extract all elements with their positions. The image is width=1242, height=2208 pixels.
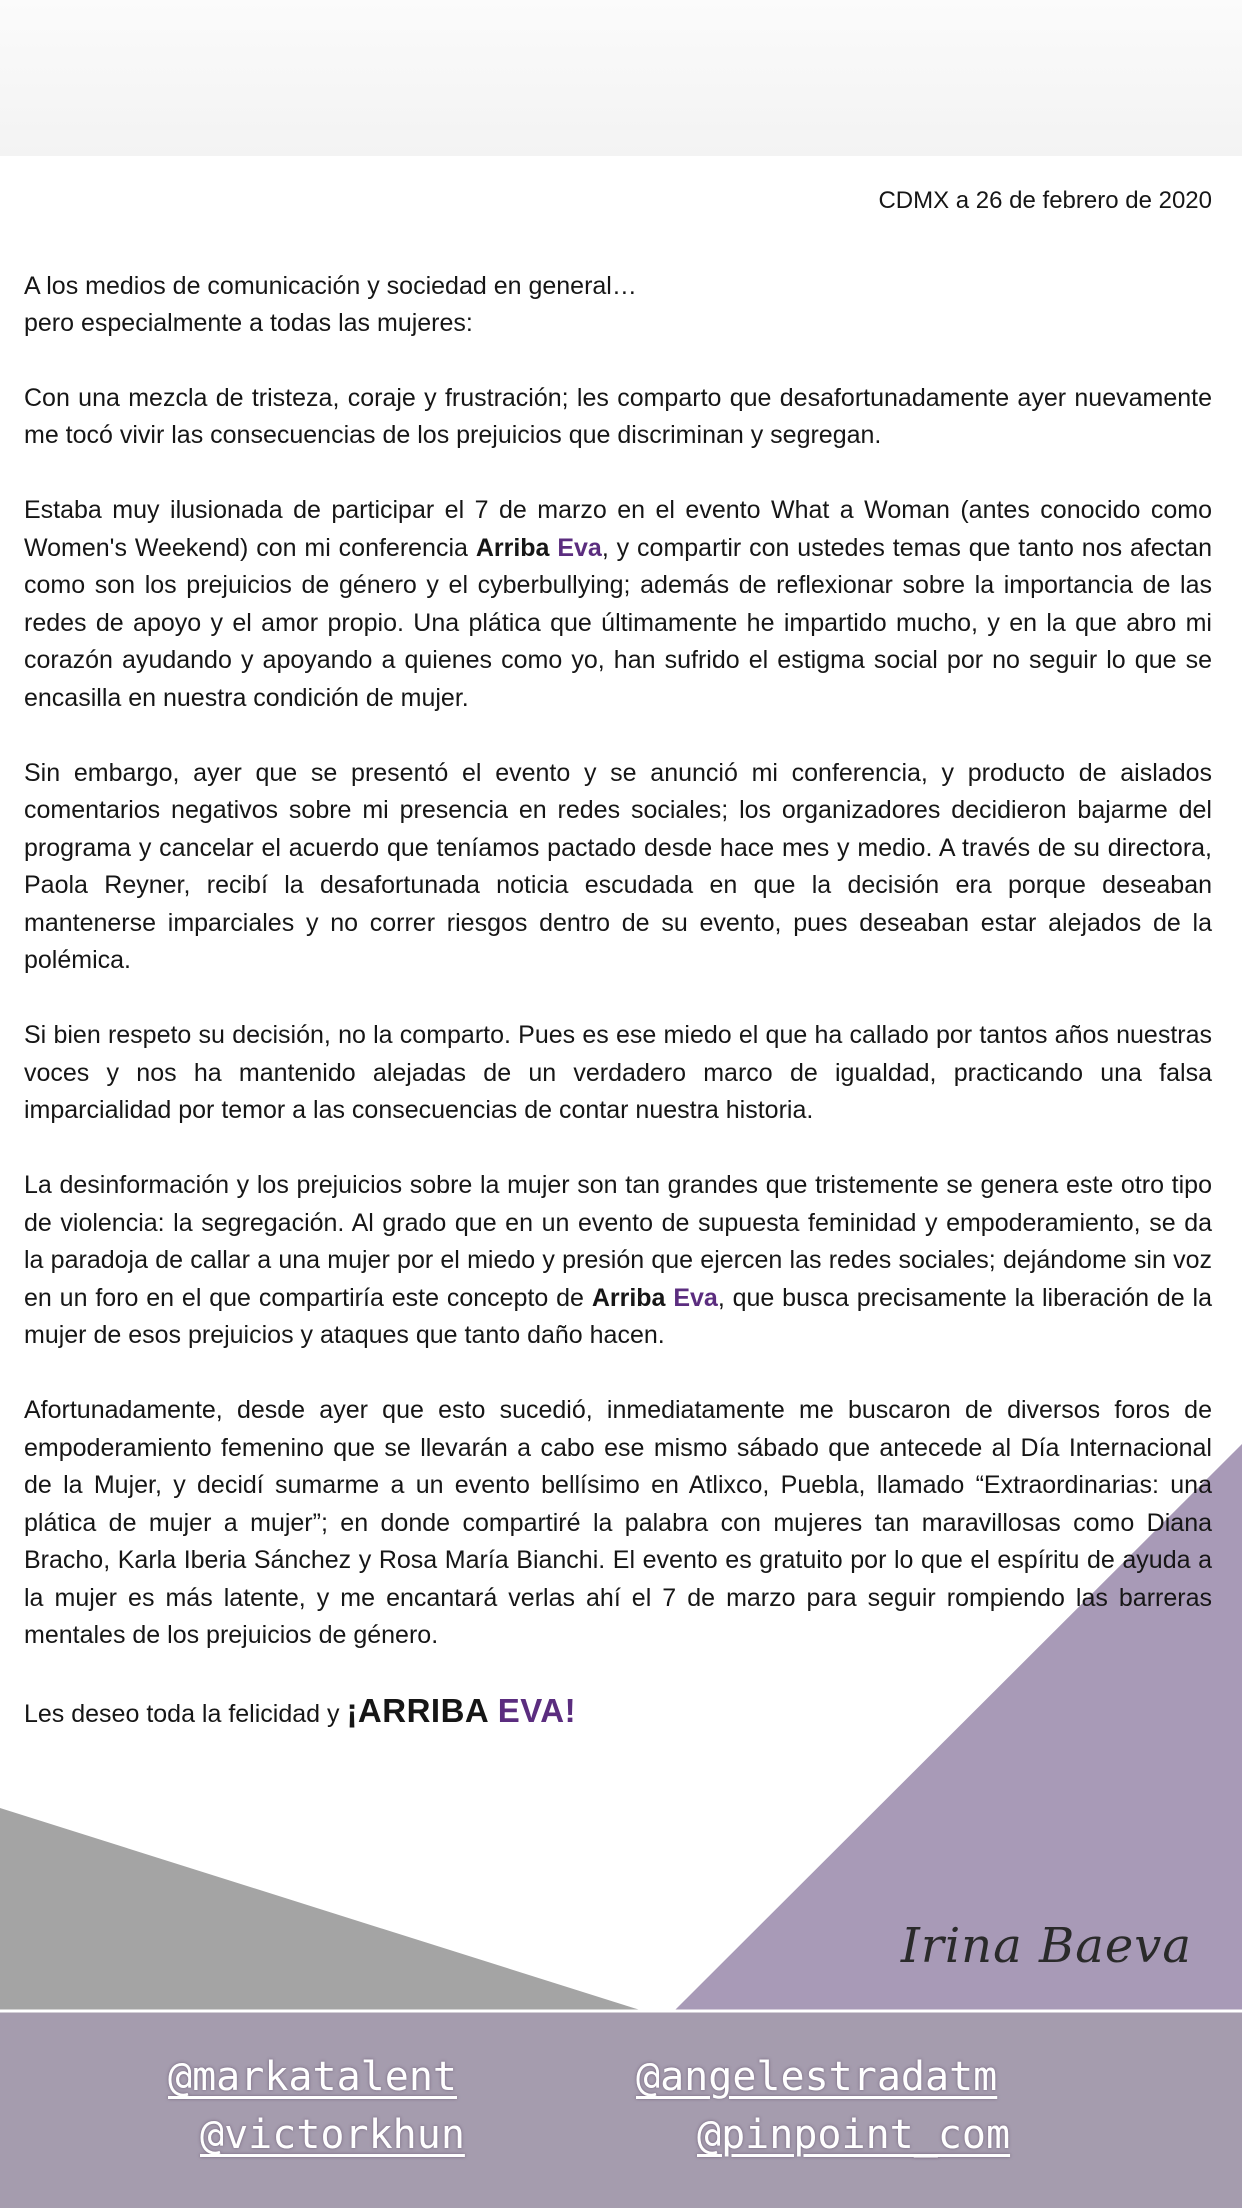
paragraph-6: Afortunadamente, desde ayer que esto sucedió, inmediatamente me buscaron de diversos foros de empoderamiento femenino que se llevarán a cabo ese mismo sábado que antecede al Día Internacional de la Mujer, y decidí sumarme a un evento bellísimo en Atlixco, Puebla, llamado “Extraordinarias: una plática de mujer a mujer”; en donde compartiré la palabra con mujeres tan maravillosas como Diana Bracho, Karla Iberia Sánchez y Rosa María Bianchi. El evento es gratuito por lo que el espíritu de ayuda a la mujer es más latente, y me encantará verlas ahí el 7 de marzo para seguir rompiendo las barreras mentales de los prejuicios de género. [24,1396,1212,1649]
letter-body [24,182,1212,1734]
arriba-word: Arriba [475,533,550,562]
paragraph-2-text-a: Estaba muy ilusionada de participar el 7 de marzo en el evento What a Woman (antes conocido como Women's Weekend) con mi conferencia [24,496,1212,562]
eva-word: Eva [673,1283,718,1312]
arriba-eva-cta [346,1692,576,1729]
mention-tag[interactable] [697,2112,1010,2158]
paragraph-5-text-a: La desinformación y los prejuicios sobre la mujer son tan grandes que tristemente se genera este otro tipo de violencia: la segregación. Al grado que en un evento de supuesta feminidad y empoderamiento, se da la paradoja de callar a una mujer por el miedo y presión que ejercen las redes sociales; dejándome sin voz en un foro en el que compartiría este concepto de [24,1171,1212,1312]
paragraph-2-text-b: , y compartir con ustedes temas que tanto nos afectan como son los prejuicios de género y el cyberbullying; además de reflexionar sobre la importancia de las redes de apoyo y el amor propio. Una plática que últimamente he impartido mucho, y en la que abro mi corazón ayudando y apoyando a quienes como yo, han sufrido el estigma social por no seguir lo que se encasilla en nuestra condición de mujer. [24,533,1212,712]
arriba-eva-1 [476,534,602,562]
mention-pinpoint-com[interactable]: @pinpoint_com [697,2112,1011,2158]
paragraph-5-text-b: , que busca precisamente la liberación de la mujer de esos prejuicios y ataques que tanto daño hacen. [24,1283,1212,1349]
eva-word: Eva [557,533,602,562]
arriba-word: Arriba [591,1283,666,1312]
mention-tag[interactable] [200,2112,465,2158]
signature: Irina Baeva [900,1918,1192,1974]
mention-angelestradatm[interactable]: @angelestradatm [636,2054,998,2100]
mention-markatalent[interactable]: @markatalent [168,2054,457,2100]
mention-victorkhun[interactable]: @victorkhun [200,2112,465,2158]
paragraph-5 [24,1167,1212,1355]
paragraph-3: Sin embargo, ayer que se presentó el evento y se anunció mi conferencia, y producto de aislados comentarios negativos sobre mi presencia en redes sociales; los organizadores decidieron bajarme del programa y cancelar el acuerdo que teníamos pactado desde hace mes y medio. A través de su directora, Paola Reyner, recibí la desafortunada noticia escudada en que la decisión era porque deseaban mantenerse imparciales y no correr riesgos dentro de su evento, pues deseaban estar alejados de la polémica. [24,758,1212,974]
mention-tag[interactable] [636,2054,997,2100]
cta-arriba: ¡ARRIBA [346,1692,489,1729]
paragraph-2 [24,492,1212,717]
paragraph-4: Si bien respeto su decisión, no la comparto. Pues es ese miedo el que ha callado por tantos años nuestras voces y nos ha mantenido alejadas de un verdadero marco de igualdad, practicando una falsa imparcialidad por temor a las consecuencias de contar nuestra historia. [24,1021,1212,1124]
mention-tags [0,2012,1242,2208]
gray-triangle [0,1808,640,2010]
greeting-line-1: A los medios de comunicación y sociedad en general… [24,271,637,300]
greeting [24,268,1212,343]
cta-eva: EVA! [497,1692,577,1729]
greeting-line-2: pero especialmente a todas las mujeres: [24,309,473,337]
closing-text: Les deseo toda la felicidad y [24,1700,347,1728]
arriba-eva-2 [592,1284,718,1312]
letter-date: CDMX a 26 de febrero de 2020 [878,187,1212,214]
paragraph-1: Con una mezcla de tristeza, coraje y frustración; les comparto que desafortunadamente ayer nuevamente me tocó vivir las consecuencias de los prejuicios que discriminan y segregan. [24,383,1212,449]
mention-tag[interactable] [168,2054,457,2100]
closing-line [24,1692,1212,1734]
